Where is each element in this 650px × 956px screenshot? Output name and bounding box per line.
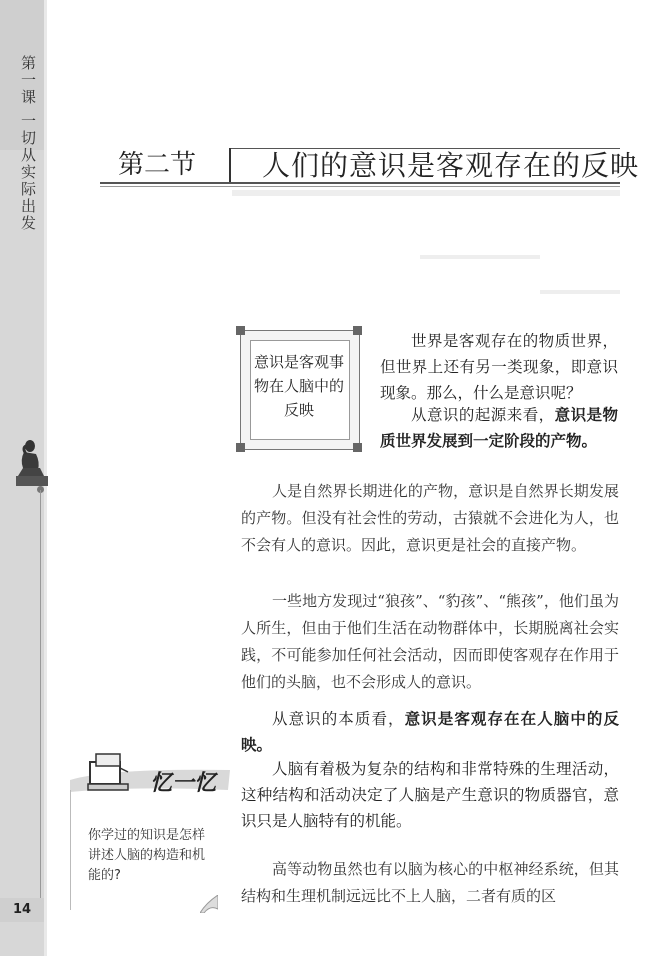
wolf-child-paragraph: 一些地方发现过“狼孩”、“豹孩”、“熊孩”，他们虽为人所生，但由于他们生活在动物群体中，长期脱离社会实践，不可能参加任何社会活动，因而即使客观存在作用于他们的头脑，也不会形成人的意识。: [241, 592, 619, 691]
essence-paragraph: [241, 706, 619, 758]
frame-corner: [353, 443, 362, 452]
essence-text: 从意识的本质看，: [272, 710, 405, 728]
origin-bold-text: 意识是物质世界发展到一定阶段的产物。: [380, 406, 618, 450]
chapter-label: 第一课 一切从实际出发: [19, 55, 37, 232]
recall-title: 忆一忆: [150, 771, 217, 796]
recall-text: 你学过的知识是怎样讲述人脑的构造和机能的?: [88, 828, 206, 883]
section-title: 人们的意识是客观存在的反映: [262, 149, 640, 182]
key-point-text: 意识是客观事物在人脑中的反映: [254, 353, 345, 419]
section-divider: [229, 148, 231, 182]
intro-paragraph: 世界是客观存在的物质世界，但世界上还有另一类现象，即意识现象。那么，什么是意识呢？: [380, 332, 618, 402]
page-fold-icon: [200, 895, 218, 913]
bleed-through: [540, 290, 620, 294]
section-number: 第二节: [118, 150, 197, 180]
essence-bold-text: 意识是客观存在在人脑中的反映。: [241, 710, 619, 754]
frame-corner: [236, 443, 245, 452]
origin-text: 从意识的起源来看，: [411, 406, 555, 424]
page-number: 14: [12, 902, 32, 917]
bleed-through: [232, 190, 620, 196]
margin-line: [40, 490, 41, 900]
header-rule-thin: [100, 186, 620, 187]
bleed-through: [420, 255, 540, 259]
frame-corner: [353, 326, 362, 335]
computer-icon: [86, 750, 132, 794]
evolution-paragraph: 人是自然界长期进化的产物，意识是自然界长期发展的产物。但没有社会性的劳动，古猿就不会进化为人，也不会有人的意识。因此，意识更是社会的直接产物。: [241, 482, 619, 554]
frame-corner: [236, 326, 245, 335]
header-rule: [100, 182, 620, 184]
thinker-statue-icon: [14, 438, 50, 488]
brain-paragraph: 人脑有着极为复杂的结构和非常特殊的生理活动，这种结构和活动决定了人脑是产生意识的物质器官，意识只是人脑特有的机能。: [241, 760, 619, 830]
origin-paragraph: [380, 402, 618, 454]
animal-paragraph: 高等动物虽然也有以脑为核心的中枢神经系统，但其结构和生理机制远远比不上人脑，二者有质的区: [241, 860, 619, 905]
